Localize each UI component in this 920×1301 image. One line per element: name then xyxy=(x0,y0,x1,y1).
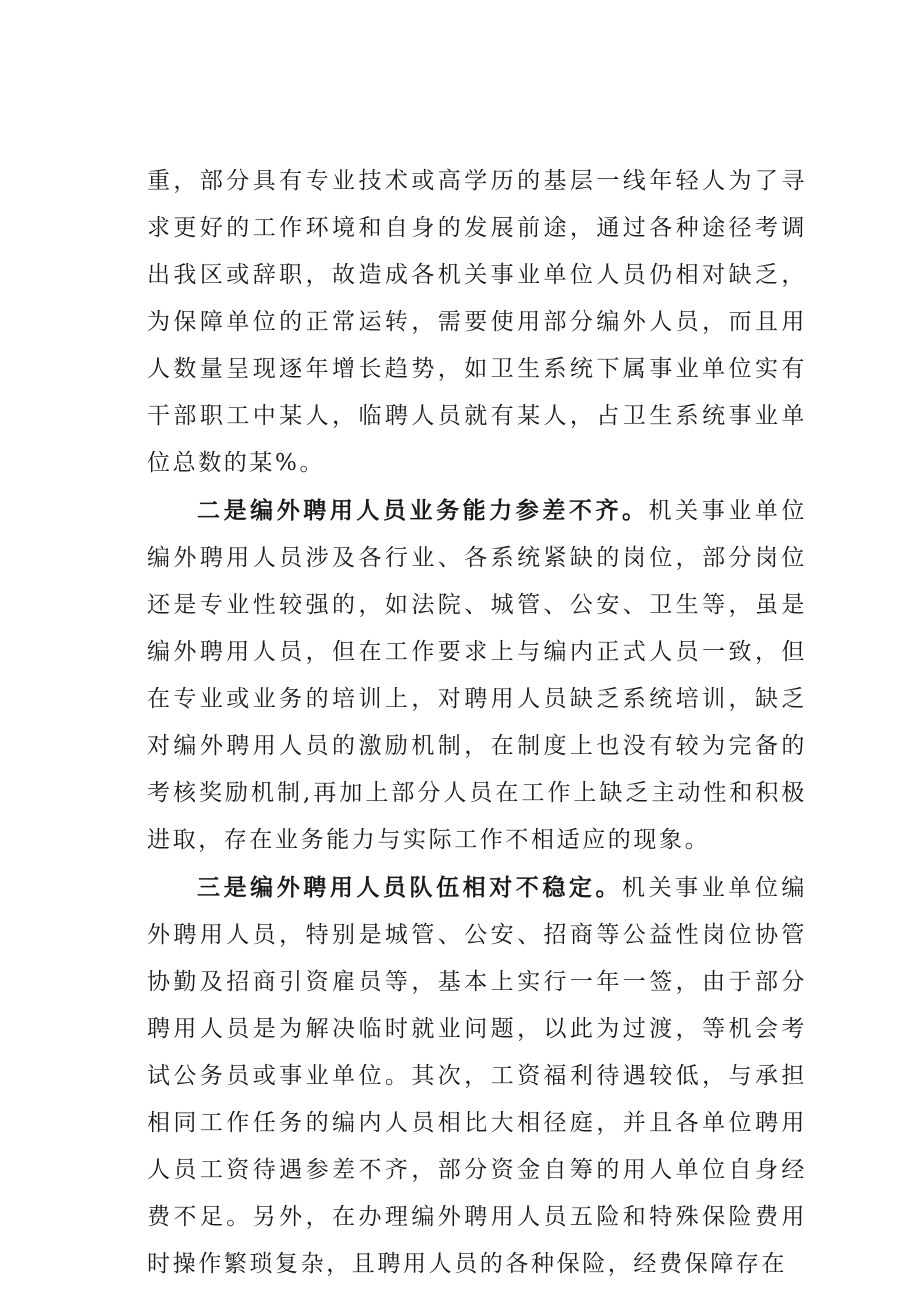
document-body xyxy=(147,158,807,1288)
paragraph-team-stability xyxy=(147,864,807,1288)
paragraph-text: 机关事业单位编外聘用人员涉及各行业、各系统紧缺的岗位，部分岗位还是专业性较强的，如法院、城管、公安、卫生等，虽是编外聘用人员，但在工作要求上与编内正式人员一致，但在专业或业务的培训上，对聘用人员缺乏系统培训，缺乏对编外聘用人员的激励机制，在制度上也没有较为完备的考核奖励机制,再加上部分人员在工作上缺乏主动性和积极进取，存在业务能力与实际工作不相适应的现象。 xyxy=(147,498,807,853)
paragraph-heading: 二是编外聘用人员业务能力参差不齐。 xyxy=(197,497,649,524)
paragraph-continuation xyxy=(147,158,807,487)
paragraph-business-ability xyxy=(147,487,807,864)
paragraph-text: 重，部分具有专业技术或高学历的基层一线年轻人为了寻求更好的工作环境和自身的发展前途，通过各种途径考调出我区或辞职，故造成各机关事业单位人员仍相对缺乏，为保障单位的正常运转，需要使用部分编外人员，而且用人数量呈现逐年增长趋势，如卫生系统下属事业单位实有干部职工中某人，临聘人员就有某人，占卫生系统事业单位总数的某%。 xyxy=(147,168,807,476)
paragraph-text: 机关事业单位编外聘用人员，特别是城管、公安、招商等公益性岗位协管协勤及招商引资雇员等，基本上实行一年一签，由于部分聘用人员是为解决临时就业问题，以此为过渡，等机会考试公务员或事业单位。其次，工资福利待遇较低，与承担相同工作任务的编内人员相比大相径庭，并且各单位聘用人员工资待遇参差不齐，部分资金自筹的用人单位自身经费不足。另外，在办理编外聘用人员五险和特殊保险费用时操作繁琐复杂，且聘用人员的各种保险，经费保障存在 xyxy=(147,875,807,1277)
paragraph-heading: 三是编外聘用人员队伍相对不稳定。 xyxy=(197,874,623,901)
